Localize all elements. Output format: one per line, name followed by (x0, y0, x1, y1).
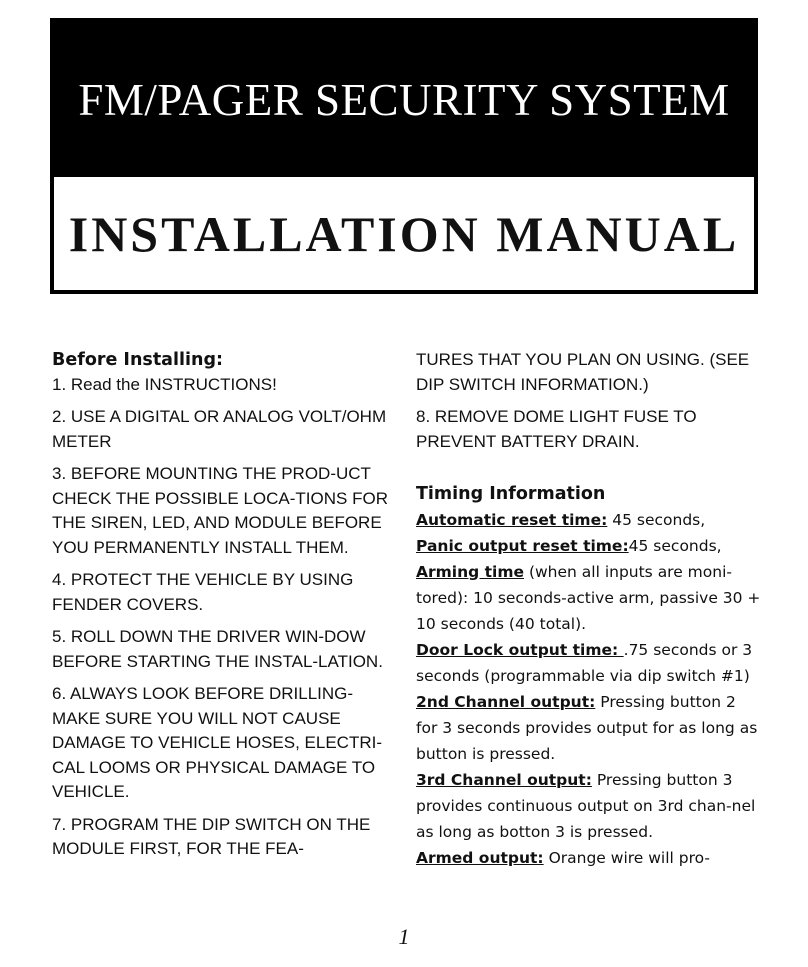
timing-text: Pressing button 3 provides continuous output on 3rd chan-nel as long as botton 3 is pressed. (416, 770, 756, 841)
timing-label: Armed output: (416, 848, 544, 867)
timing-label: 3rd Channel output: (416, 770, 592, 789)
step-1: 1. Read the INSTRUCTIONS! (52, 374, 277, 394)
step-7: 7. PROGRAM THE DIP SWITCH ON THE MODULE FIRST, FOR THE FEA- (52, 814, 371, 858)
timing-item-armed-output (416, 845, 761, 871)
step-7-continued: TURES THAT YOU PLAN ON USING. (SEE DIP SWITCH INFORMATION.) (416, 350, 750, 394)
timing-text: 45 seconds, (607, 510, 706, 529)
timing-text: Orange wire will pro- (543, 848, 711, 867)
before-installing-heading: Before Installing: (52, 350, 223, 370)
timing-item-panic-reset (416, 533, 761, 559)
timing-item-arming (416, 559, 761, 637)
timing-heading: Timing Information (416, 484, 606, 504)
timing-label: Door Lock output time: (416, 640, 624, 659)
timing-item-door-lock (416, 637, 761, 689)
timing-label: 2nd Channel output: (416, 692, 596, 711)
timing-text: 45 seconds, (628, 536, 722, 555)
banner-title-block (54, 22, 754, 177)
timing-label: Panic output reset time: (416, 536, 629, 555)
step-2: 2. USE A DIGITAL OR ANALOG VOLT/OHM METER (52, 407, 387, 451)
left-column (52, 348, 397, 870)
document-title: FM/PAGER SECURITY SYSTEM (78, 74, 730, 125)
timing-label: Arming time (416, 562, 525, 581)
timing-text: .75 seconds or 3 seconds (programmable via dip switch #1) (416, 640, 753, 685)
timing-text: Pressing button 2 for 3 seconds provides output for as long as button is pressed. (416, 692, 758, 763)
step-3: 3. BEFORE MOUNTING THE PROD-UCT CHECK THE POSSIBLE LOCA-TIONS FOR THE SIREN, LED, AND MODULE BEFORE YOU PERMANENTLY INSTALL THEM. (52, 464, 388, 557)
timing-item-auto-reset (416, 507, 761, 533)
timing-item-2nd-channel (416, 689, 761, 767)
timing-label: Automatic reset time: (416, 510, 608, 529)
page-number: 1 (398, 924, 410, 949)
step-4: 4. PROTECT THE VEHICLE BY USING FENDER COVERS. (52, 570, 354, 614)
step-8: 8. REMOVE DOME LIGHT FUSE TO PREVENT BATTERY DRAIN. (416, 407, 697, 451)
banner-subtitle-block (54, 177, 754, 290)
document-subtitle: INSTALLATION MANUAL (68, 205, 740, 262)
step-6: 6. ALWAYS LOOK BEFORE DRILLING-MAKE SURE YOU WILL NOT CAUSE DAMAGE TO VEHICLE HOSES, ELECTRI-CAL LOOMS OR PHYSICAL DAMAGE TO VEHICLE. (52, 684, 383, 801)
timing-item-3rd-channel (416, 767, 761, 845)
right-column (416, 348, 761, 871)
title-banner (50, 18, 758, 294)
timing-text: (when all inputs are moni-tored): 10 seconds-active arm, passive 30 + 10 seconds (40 total). (416, 562, 761, 633)
step-5: 5. ROLL DOWN THE DRIVER WIN-DOW BEFORE STARTING THE INSTAL-LATION. (52, 627, 383, 671)
